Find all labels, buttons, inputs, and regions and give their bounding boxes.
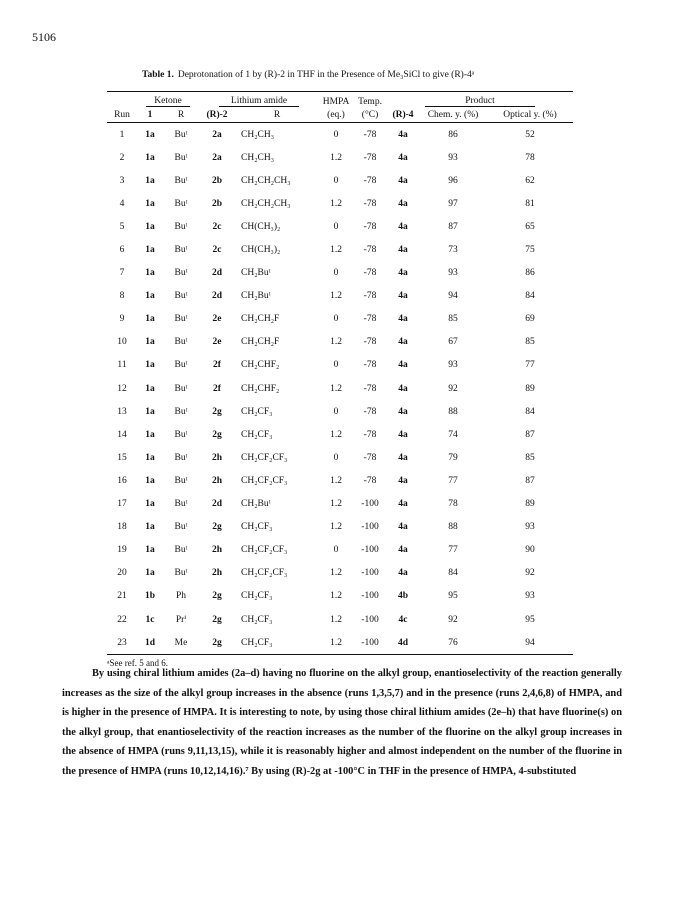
table-row [107, 539, 573, 562]
cell-temp: -78 [363, 175, 377, 186]
cell-amide-id: 2g [212, 429, 222, 440]
table-row [107, 446, 573, 469]
cell-chem-yield: 77 [448, 545, 458, 556]
cell-temp: -78 [363, 129, 377, 140]
cell-hmpa: 1.2 [330, 198, 342, 209]
cell-amide-r: CH(CH₃)₂ [241, 221, 281, 232]
cell-run: 10 [117, 337, 127, 348]
cell-optical-yield: 86 [525, 268, 535, 279]
cell-product-id: 4a [398, 175, 408, 186]
cell-run: 13 [117, 406, 127, 417]
cell-temp: -100 [361, 568, 379, 579]
cell-amide-id: 2g [212, 614, 222, 625]
cell-run: 21 [117, 591, 127, 602]
cell-amide-r: CH(CH₃)₂ [241, 245, 281, 256]
cell-temp: -78 [363, 383, 377, 394]
cell-product-id: 4a [398, 360, 408, 371]
cell-optical-yield: 95 [525, 614, 535, 625]
cell-ketone-r: Buᵗ [174, 152, 188, 163]
cell-amide-id: 2f [213, 360, 221, 371]
cell-amide-r: CH₂CH₂CH₃ [241, 198, 291, 209]
cell-chem-yield: 67 [448, 337, 458, 348]
cell-amide-r: CH₂CF₃ [241, 429, 273, 440]
cell-run: 6 [119, 245, 125, 256]
cell-amide-id: 2g [212, 406, 222, 417]
cell-temp: -100 [361, 591, 379, 602]
cell-product-id: 4a [398, 198, 408, 209]
col-header-product-id: (R)-4 [387, 108, 419, 123]
cell-hmpa: 1.2 [330, 568, 342, 579]
cell-amide-id: 2h [211, 452, 223, 463]
cell-ketone-r: Buᵗ [174, 522, 188, 533]
cell-temp: -78 [363, 360, 377, 371]
cell-ketone-id: 1a [145, 337, 155, 348]
table-row [107, 493, 573, 516]
cell-amide-id: 2h [211, 568, 223, 579]
col-header-ketone-id: 1 [137, 108, 163, 123]
cell-run: 18 [117, 522, 127, 533]
cell-hmpa: 1.2 [330, 614, 342, 625]
cell-hmpa: 0 [333, 406, 339, 417]
cell-optical-yield: 84 [525, 406, 535, 417]
cell-amide-r: CH₂CF₃ [241, 406, 273, 417]
cell-optical-yield: 87 [525, 475, 535, 486]
cell-run: 2 [119, 152, 125, 163]
cell-amide-id: 2d [211, 499, 223, 510]
cell-amide-id: 2a [212, 152, 222, 163]
cell-temp: -78 [363, 268, 377, 279]
cell-optical-yield: 85 [525, 452, 535, 463]
cell-ketone-id: 1a [145, 545, 155, 556]
cell-temp: -78 [363, 337, 377, 348]
cell-amide-r: CH₂CF₂CF₃ [241, 452, 288, 463]
cell-chem-yield: 93 [448, 360, 458, 371]
cell-hmpa: 1.2 [330, 383, 342, 394]
table-row [107, 354, 573, 377]
cell-optical-yield: 89 [525, 499, 535, 510]
cell-optical-yield: 69 [525, 314, 535, 325]
cell-chem-yield: 78 [448, 499, 458, 510]
cell-amide-r: CH₂CF₂CF₃ [241, 545, 288, 556]
cell-hmpa: 1.2 [330, 499, 342, 510]
body-paragraph-container [62, 664, 622, 781]
cell-chem-yield: 95 [448, 591, 458, 602]
cell-ketone-id: 1a [145, 429, 155, 440]
cell-product-id: 4a [398, 245, 408, 256]
cell-product-id: 4a [398, 475, 408, 486]
cell-hmpa: 0 [333, 175, 339, 186]
cell-product-id: 4a [398, 568, 408, 579]
cell-run: 16 [117, 475, 127, 486]
cell-ketone-id: 1a [145, 522, 155, 533]
cell-run: 19 [117, 545, 127, 556]
cell-product-id: 4a [398, 406, 408, 417]
cell-ketone-r: Buᵗ [174, 499, 188, 510]
cell-hmpa: 0 [333, 129, 339, 140]
group-header-hmpa: HMPA [319, 92, 353, 109]
cell-product-id: 4a [398, 452, 408, 463]
cell-product-id: 4a [398, 429, 408, 440]
cell-ketone-id: 1a [145, 568, 155, 579]
cell-ketone-id: 1a [145, 198, 155, 209]
body-paragraph: By using chiral lithium amides (2a–d) having no fluorine on the alkyl group, enantioselectivity of the reaction generally increases as the size of the alkyl group increases in the absence (runs 1,3,5,7) and in the presence (runs 2,4,6,8) of HMPA, and is higher in the presence of HMPA. It is interesting to note, by using those chiral lithium amides (2e–h) that have fluorine(s) on the alkyl group, that enantioselectivity of the reaction increases as the number of the fluorine on the alkyl group increases in the absence of HMPA (runs 9,11,13,15), while it is reasonably higher and almost independent on the number of the fluorine in the presence of HMPA (runs 10,12,14,16).⁷ By using (R)-2g at -100°C in THF in the presence of HMPA, 4-substituted [62, 668, 622, 777]
cell-chem-yield: 77 [448, 475, 458, 486]
cell-ketone-id: 1a [145, 406, 155, 417]
cell-chem-yield: 96 [448, 175, 458, 186]
cell-temp: -78 [363, 198, 377, 209]
cell-temp: -100 [353, 631, 387, 655]
cell-amide-id: 2h [211, 475, 223, 486]
cell-product-id: 4a [398, 314, 408, 325]
table-row [107, 516, 573, 539]
cell-product-id: 4c [398, 614, 408, 625]
cell-run: 9 [119, 314, 125, 325]
cell-optical-yield: 93 [525, 591, 535, 602]
table-caption [142, 70, 474, 80]
col-header-amide-r: R [235, 108, 319, 123]
cell-ketone-id: 1c [145, 614, 155, 625]
table-row [107, 585, 573, 608]
cell-optical-yield: 62 [525, 175, 535, 186]
cell-chem-yield: 85 [448, 314, 458, 325]
cell-run: 15 [117, 452, 127, 463]
cell-optical-yield: 85 [525, 337, 535, 348]
cell-amide-r: CH₂CF₃ [235, 631, 319, 655]
cell-ketone-r: Buᵗ [174, 360, 188, 371]
cell-hmpa: 1.2 [330, 475, 342, 486]
cell-temp: -78 [363, 429, 377, 440]
cell-product-id: 4a [398, 522, 408, 533]
cell-product-id: 4b [397, 591, 409, 602]
col-header-amide-id: (R)-2 [199, 108, 235, 123]
cell-ketone-r: Buᵗ [174, 429, 188, 440]
cell-amide-id: 2d [211, 291, 223, 302]
cell-temp: -100 [361, 614, 379, 625]
cell-ketone-r: Buᵗ [174, 452, 188, 463]
cell-amide-r: CH₂CF₃ [241, 522, 273, 533]
results-table-container [107, 91, 573, 668]
cell-amide-id: 2c [212, 221, 222, 232]
cell-optical-yield: 78 [525, 152, 535, 163]
cell-ketone-r: Buᵗ [174, 314, 188, 325]
cell-optical-yield: 93 [525, 522, 535, 533]
cell-amide-id: 2d [211, 268, 223, 279]
cell-ketone-r: Buᵗ [174, 198, 188, 209]
cell-hmpa: 1.2 [330, 429, 342, 440]
col-header-temp-unit: (°C) [353, 108, 387, 123]
cell-run: 20 [117, 568, 127, 579]
cell-ketone-r: Buᵗ [174, 383, 188, 394]
table-row [107, 146, 573, 169]
group-header-lithium-amide: Lithium amide [219, 96, 299, 107]
cell-ketone-id: 1b [144, 591, 156, 602]
cell-amide-r: CH₂CF₂CF₃ [241, 568, 288, 579]
cell-product-id: 4a [398, 129, 408, 140]
cell-hmpa: 1.2 [330, 337, 342, 348]
cell-ketone-r: Buᵗ [174, 406, 188, 417]
cell-amide-id: 2f [213, 383, 221, 394]
cell-ketone-id: 1d [137, 631, 163, 655]
cell-temp: -78 [363, 314, 377, 325]
cell-run: 23 [107, 631, 137, 655]
col-header-chem-yield: Chem. y. (%) [419, 108, 487, 123]
cell-temp: -78 [363, 291, 377, 302]
cell-amide-r: CH₂CH₂F [241, 314, 280, 325]
cell-run: 3 [119, 175, 125, 186]
cell-chem-yield: 88 [448, 522, 458, 533]
cell-optical-yield: 77 [525, 360, 535, 371]
table-row [107, 238, 573, 261]
cell-amide-id: 2g [199, 631, 235, 655]
cell-optical-yield: 89 [525, 383, 535, 394]
table-column-header-row [107, 108, 573, 123]
cell-chem-yield: 94 [448, 291, 458, 302]
cell-optical-yield: 92 [525, 568, 535, 579]
cell-run: 7 [119, 268, 125, 279]
cell-amide-id: 2a [212, 129, 222, 140]
cell-run: 22 [117, 614, 127, 625]
cell-product-id: 4d [387, 631, 419, 655]
cell-product-id: 4a [398, 152, 408, 163]
table-label: Table 1. [142, 70, 174, 80]
cell-temp: -78 [363, 406, 377, 417]
cell-ketone-id: 1a [145, 221, 155, 232]
cell-temp: -78 [363, 245, 377, 256]
cell-chem-yield: 79 [448, 452, 458, 463]
table-row [107, 331, 573, 354]
cell-product-id: 4a [398, 337, 408, 348]
cell-amide-r: CH₂CH₃ [241, 152, 275, 163]
cell-ketone-r: Ph [175, 591, 187, 602]
cell-ketone-r: Prⁱ [175, 615, 187, 626]
cell-hmpa: 0 [333, 221, 339, 232]
cell-chem-yield: 88 [448, 406, 458, 417]
cell-ketone-id: 1a [145, 268, 155, 279]
cell-temp: -100 [361, 522, 379, 533]
col-header-run: Run [107, 108, 137, 123]
cell-ketone-id: 1a [145, 360, 155, 371]
cell-ketone-r: Buᵗ [174, 245, 188, 256]
cell-ketone-id: 1a [145, 175, 155, 186]
table-row [107, 262, 573, 285]
cell-run: 12 [117, 383, 127, 394]
cell-optical-yield: 84 [525, 291, 535, 302]
cell-amide-r: CH₂CF₃ [241, 614, 273, 625]
cell-product-id: 4a [398, 268, 408, 279]
cell-chem-yield: 84 [448, 568, 458, 579]
cell-amide-r: CH₂CF₂CF₃ [241, 475, 288, 486]
cell-chem-yield: 93 [448, 268, 458, 279]
cell-chem-yield: 74 [448, 429, 458, 440]
cell-product-id: 4a [398, 291, 408, 302]
cell-product-id: 4a [398, 383, 408, 394]
table-row [107, 608, 573, 631]
cell-amide-id: 2g [212, 591, 222, 602]
cell-run: 8 [119, 291, 125, 302]
cell-chem-yield: 92 [448, 383, 458, 394]
cell-ketone-r: Buᵗ [174, 291, 188, 302]
cell-chem-yield: 93 [448, 152, 458, 163]
cell-chem-yield: 97 [448, 198, 458, 209]
cell-chem-yield: 73 [448, 245, 458, 256]
cell-run: 5 [119, 221, 125, 232]
table-row [107, 562, 573, 585]
cell-run: 4 [119, 198, 125, 209]
table-row [107, 400, 573, 423]
cell-amide-r: CH₂Buᵗ [241, 268, 271, 279]
cell-optical-yield: 52 [525, 129, 535, 140]
cell-amide-id: 2b [211, 175, 223, 186]
cell-run: 17 [117, 499, 127, 510]
cell-hmpa: 0 [333, 360, 339, 371]
cell-ketone-r: Buᵗ [174, 268, 188, 279]
table-caption-text: Deprotonation of 1 by (R)-2 in THF in the Presence of Me₃SiCl to give (R)-4ᵃ [177, 70, 475, 80]
cell-ketone-r: Buᵗ [174, 175, 188, 186]
table-body [107, 123, 573, 655]
cell-amide-r: CH₂Buᵗ [241, 291, 271, 302]
cell-ketone-r: Buᵗ [174, 221, 188, 232]
cell-ketone-r: Buᵗ [174, 337, 188, 348]
cell-hmpa: 1.2 [330, 245, 342, 256]
cell-ketone-r: Buᵗ [174, 545, 188, 556]
cell-temp: -78 [363, 452, 377, 463]
cell-chem-yield: 76 [419, 631, 487, 655]
cell-amide-id: 2c [212, 245, 222, 256]
group-header-product: Product [425, 96, 535, 107]
cell-hmpa: 1.2 [319, 631, 353, 655]
cell-chem-yield: 92 [448, 614, 458, 625]
cell-amide-id: 2e [212, 314, 222, 325]
cell-ketone-id: 1a [145, 152, 155, 163]
cell-hmpa: 0 [333, 268, 339, 279]
group-header-ketone: Ketone [146, 96, 189, 107]
cell-ketone-r: Buᵗ [174, 129, 188, 140]
table-row [107, 215, 573, 238]
cell-temp: -100 [361, 499, 379, 510]
cell-amide-r: CH₂CF₃ [241, 591, 273, 602]
cell-run: 11 [117, 360, 127, 371]
table-row [107, 308, 573, 331]
cell-ketone-r: Buᵗ [174, 475, 188, 486]
table-row [107, 123, 573, 147]
page-number: 5106 [32, 30, 56, 44]
cell-amide-r: CH₂CH₂CH₃ [241, 175, 291, 186]
cell-ketone-r: Me [163, 631, 199, 655]
table-row [107, 169, 573, 192]
cell-ketone-id: 1a [145, 499, 155, 510]
table-group-header-row [107, 92, 573, 109]
cell-optical-yield: 94 [487, 631, 573, 655]
cell-ketone-id: 1a [145, 129, 155, 140]
cell-temp: -78 [363, 475, 377, 486]
cell-amide-r: CH₂CH₂F [241, 337, 280, 348]
cell-optical-yield: 75 [525, 245, 535, 256]
cell-hmpa: 1.2 [330, 591, 342, 602]
results-table [107, 91, 573, 655]
cell-product-id: 4a [398, 221, 408, 232]
cell-temp: -100 [361, 545, 379, 556]
group-header-temp: Temp. [353, 92, 387, 109]
cell-product-id: 4a [398, 499, 408, 510]
table-row [107, 192, 573, 215]
col-header-optical-yield: Optical y. (%) [487, 108, 573, 123]
cell-amide-r: CH₂CHF₂ [241, 360, 280, 371]
table-footnote: ᵃSee ref. 5 and 6. [107, 658, 168, 669]
cell-amide-r: CH₂Buᵗ [241, 499, 271, 510]
cell-amide-r: CH₂CHF₂ [241, 383, 280, 394]
cell-run: 14 [117, 429, 127, 440]
cell-chem-yield: 86 [448, 129, 458, 140]
cell-chem-yield: 87 [448, 221, 458, 232]
cell-amide-r: CH₂CH₃ [241, 129, 275, 140]
cell-ketone-id: 1a [145, 314, 155, 325]
col-header-ketone-r: R [163, 108, 199, 123]
cell-hmpa: 1.2 [330, 522, 342, 533]
cell-ketone-id: 1a [145, 383, 155, 394]
cell-amide-id: 2h [211, 545, 223, 556]
cell-hmpa: 0 [333, 314, 339, 325]
table-row [107, 631, 573, 655]
cell-optical-yield: 65 [525, 221, 535, 232]
table-row [107, 469, 573, 492]
cell-hmpa: 1.2 [330, 152, 342, 163]
cell-ketone-id: 1a [145, 245, 155, 256]
cell-run: 1 [119, 129, 125, 140]
cell-optical-yield: 81 [525, 198, 535, 209]
cell-amide-id: 2g [212, 522, 222, 533]
cell-ketone-id: 1a [145, 291, 155, 302]
cell-hmpa: 0 [333, 452, 339, 463]
cell-amide-id: 2e [212, 337, 222, 348]
cell-ketone-r: Buᵗ [174, 568, 188, 579]
cell-temp: -78 [363, 221, 377, 232]
cell-ketone-id: 1a [145, 452, 155, 463]
cell-optical-yield: 87 [525, 429, 535, 440]
cell-temp: -78 [363, 152, 377, 163]
cell-ketone-id: 1a [145, 475, 155, 486]
table-row [107, 377, 573, 400]
cell-product-id: 4a [398, 545, 408, 556]
table-row [107, 423, 573, 446]
col-header-hmpa-eq: (eq.) [319, 108, 353, 123]
cell-optical-yield: 90 [525, 545, 535, 556]
cell-amide-id: 2b [211, 198, 223, 209]
cell-hmpa: 1.2 [330, 291, 342, 302]
cell-hmpa: 0 [333, 545, 339, 556]
table-row [107, 285, 573, 308]
